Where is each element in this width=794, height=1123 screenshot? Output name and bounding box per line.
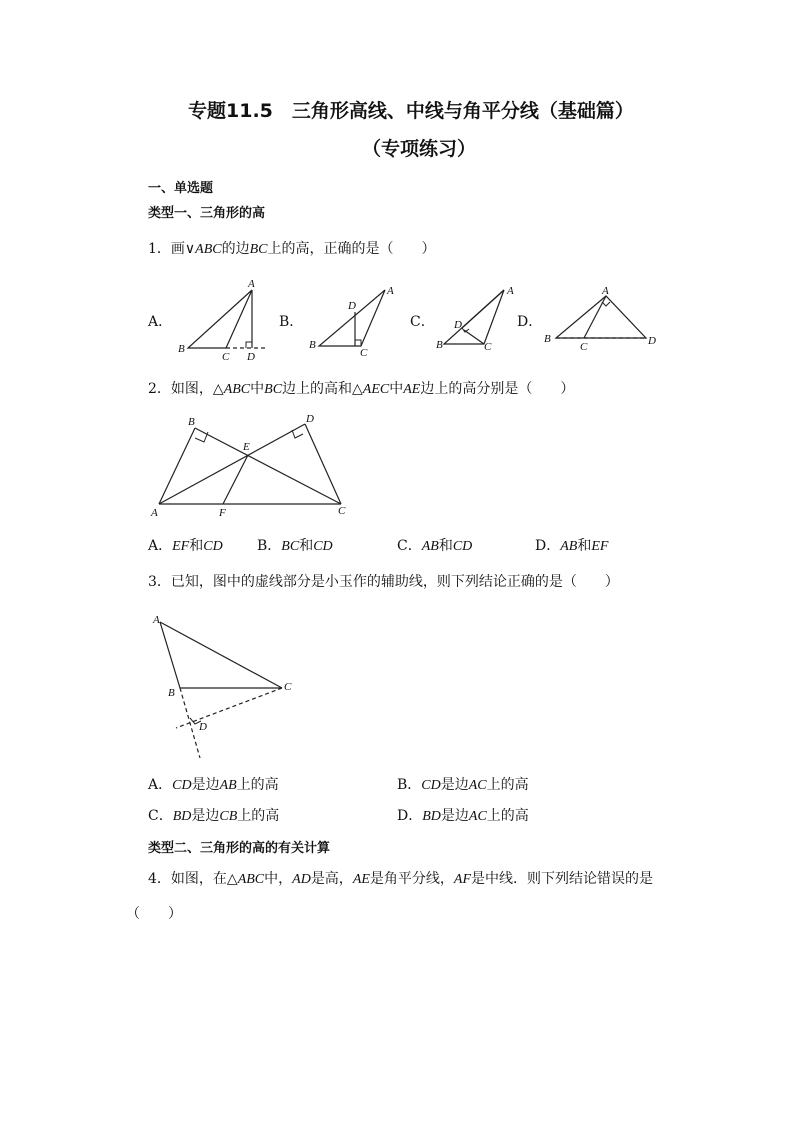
label-c: C	[484, 341, 492, 353]
label-a: A	[387, 285, 394, 297]
label-b: B	[544, 333, 551, 345]
q1-option-b-label[interactable]: B．	[279, 314, 304, 330]
label-c: C	[580, 341, 588, 353]
q3-option-d[interactable]: D．BD是边AC上的高	[397, 808, 529, 824]
q3-figure	[148, 608, 308, 768]
label-b: B	[188, 416, 195, 428]
q2-figure	[145, 408, 370, 523]
label-c: C	[284, 681, 292, 693]
label-b: B	[436, 339, 443, 351]
q3-option-a[interactable]: A．CD是边AB上的高	[148, 777, 279, 793]
label-a: A	[507, 285, 514, 297]
q2-option-b[interactable]: B．BC和CD	[257, 538, 333, 554]
label-a: A	[248, 278, 255, 290]
label-d: D	[648, 335, 656, 347]
label-b: B	[309, 339, 316, 351]
question-1-text: 1．画∨ABC的边BC上的高，正确的是（ ）	[148, 241, 436, 257]
question-4-text: 4．如图，在△ABC中，AD是高，AE是角平分线，AF是中线．则下列结论错误的是	[148, 871, 654, 887]
label-f: F	[219, 507, 226, 519]
q1-figure-b	[305, 278, 405, 360]
q1-option-c-label[interactable]: C．	[410, 314, 435, 330]
label-a: A	[151, 507, 158, 519]
page-subtitle: （专项练习）	[362, 138, 477, 160]
label-c: C	[222, 351, 230, 363]
q2-option-c[interactable]: C．AB和CD	[397, 538, 473, 554]
label-c: C	[338, 505, 346, 517]
q1-option-d-label[interactable]: D．	[517, 314, 543, 330]
q2-option-d[interactable]: D．AB和EF	[535, 538, 609, 554]
question-2-text: 2．如图，△ABC中BC边上的高和△AEC中AE边上的高分别是（ ）	[148, 381, 575, 397]
label-d: D	[306, 413, 314, 425]
label-c: C	[360, 347, 368, 359]
label-b: B	[168, 687, 175, 699]
q2-option-a[interactable]: A．EF和CD	[148, 538, 223, 554]
label-e: E	[243, 441, 250, 453]
type-heading-1: 类型一、三角形的高	[148, 206, 266, 221]
type-heading-2: 类型二、三角形的高的有关计算	[148, 841, 331, 856]
section-heading: 一、单选题	[148, 181, 214, 196]
label-d: D	[454, 319, 462, 331]
q1-option-a-label[interactable]: A．	[148, 314, 173, 330]
q1-figure-d	[540, 280, 668, 362]
label-d: D	[348, 300, 356, 312]
q1-figure-a	[170, 272, 270, 364]
question-3-text: 3．已知，图中的虚线部分是小玉作的辅助线，则下列结论正确的是（ ）	[148, 574, 619, 590]
label-d: D	[199, 721, 207, 733]
label-b: B	[178, 343, 185, 355]
label-a: A	[153, 614, 160, 626]
label-d: D	[247, 351, 255, 363]
q3-option-b[interactable]: B．CD是边AC上的高	[397, 777, 529, 793]
label-a: A	[602, 285, 609, 297]
q1-figure-c	[432, 280, 522, 358]
q3-option-c[interactable]: C．BD是边CB上的高	[148, 808, 280, 824]
page-title: 专题11.5 三角形高线、中线与角平分线（基础篇）	[188, 100, 634, 122]
q4-answer-paren: （ ）	[126, 906, 182, 922]
